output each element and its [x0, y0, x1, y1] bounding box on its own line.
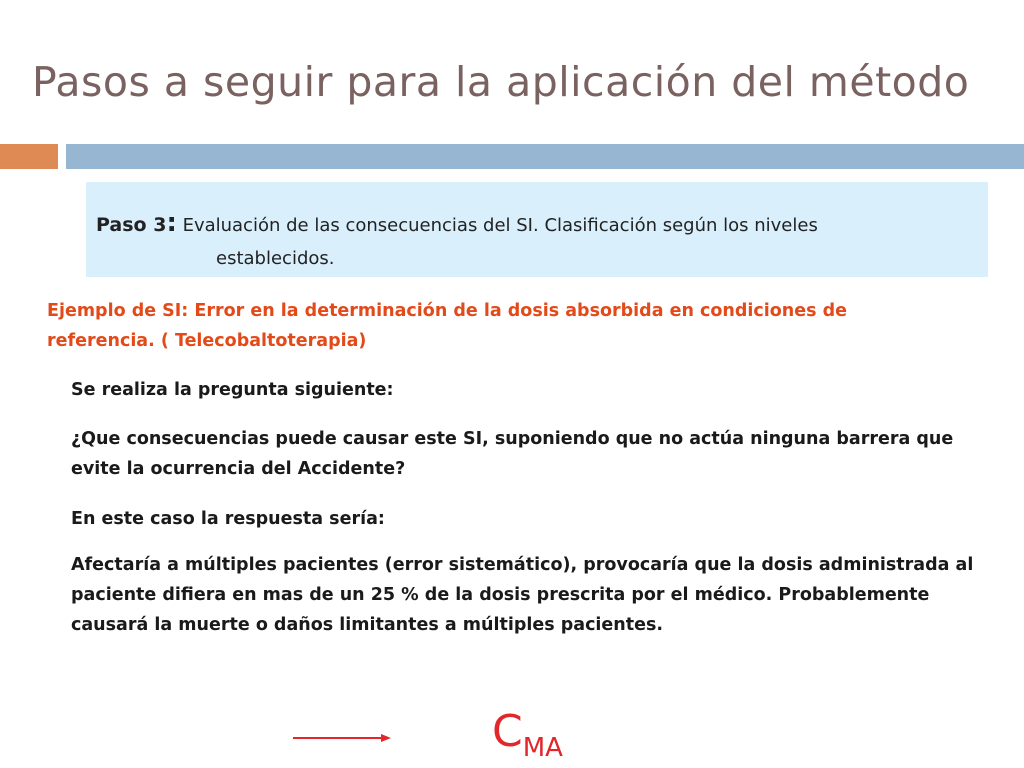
step-colon: :	[166, 208, 177, 238]
right-arrow-icon	[293, 730, 393, 746]
answer-text: Afectaría a múltiples pacientes (error sistemático), provocaría que la dosis administrada al paciente difiera en mas de un 25 % de la dosis prescrita por el médico. Probablemente causará la muerte o daños limitantes a múltiples pacientes.	[71, 555, 974, 635]
step-text-line2: establecidos.	[216, 248, 335, 269]
step-box	[86, 182, 988, 277]
slide-title: Pasos a seguir para la aplicación del método	[32, 58, 970, 106]
accent-bar-blue	[66, 144, 1024, 169]
step-line-1	[96, 208, 818, 238]
classification-subscript: MA	[522, 733, 563, 763]
step-label: Paso 3	[96, 214, 167, 236]
classification-letter: C	[492, 706, 523, 757]
question-text: ¿Que consecuencias puede causar este SI, suponiendo que no actúa ninguna barrera que evite la ocurrencia del Accidente?	[71, 429, 954, 479]
question-intro: Se realiza la pregunta siguiente:	[71, 380, 394, 400]
classification-label	[492, 706, 563, 763]
step-text-line1: Evaluación de las consecuencias del SI. Clasificación según los niveles	[176, 215, 818, 236]
example-text: Ejemplo de SI: Error en la determinación de la dosis absorbida en condiciones de referencia. ( Telecobaltoterapia)	[47, 301, 848, 351]
answer-intro: En este caso la respuesta sería:	[71, 509, 385, 529]
accent-bar-orange	[0, 144, 58, 169]
